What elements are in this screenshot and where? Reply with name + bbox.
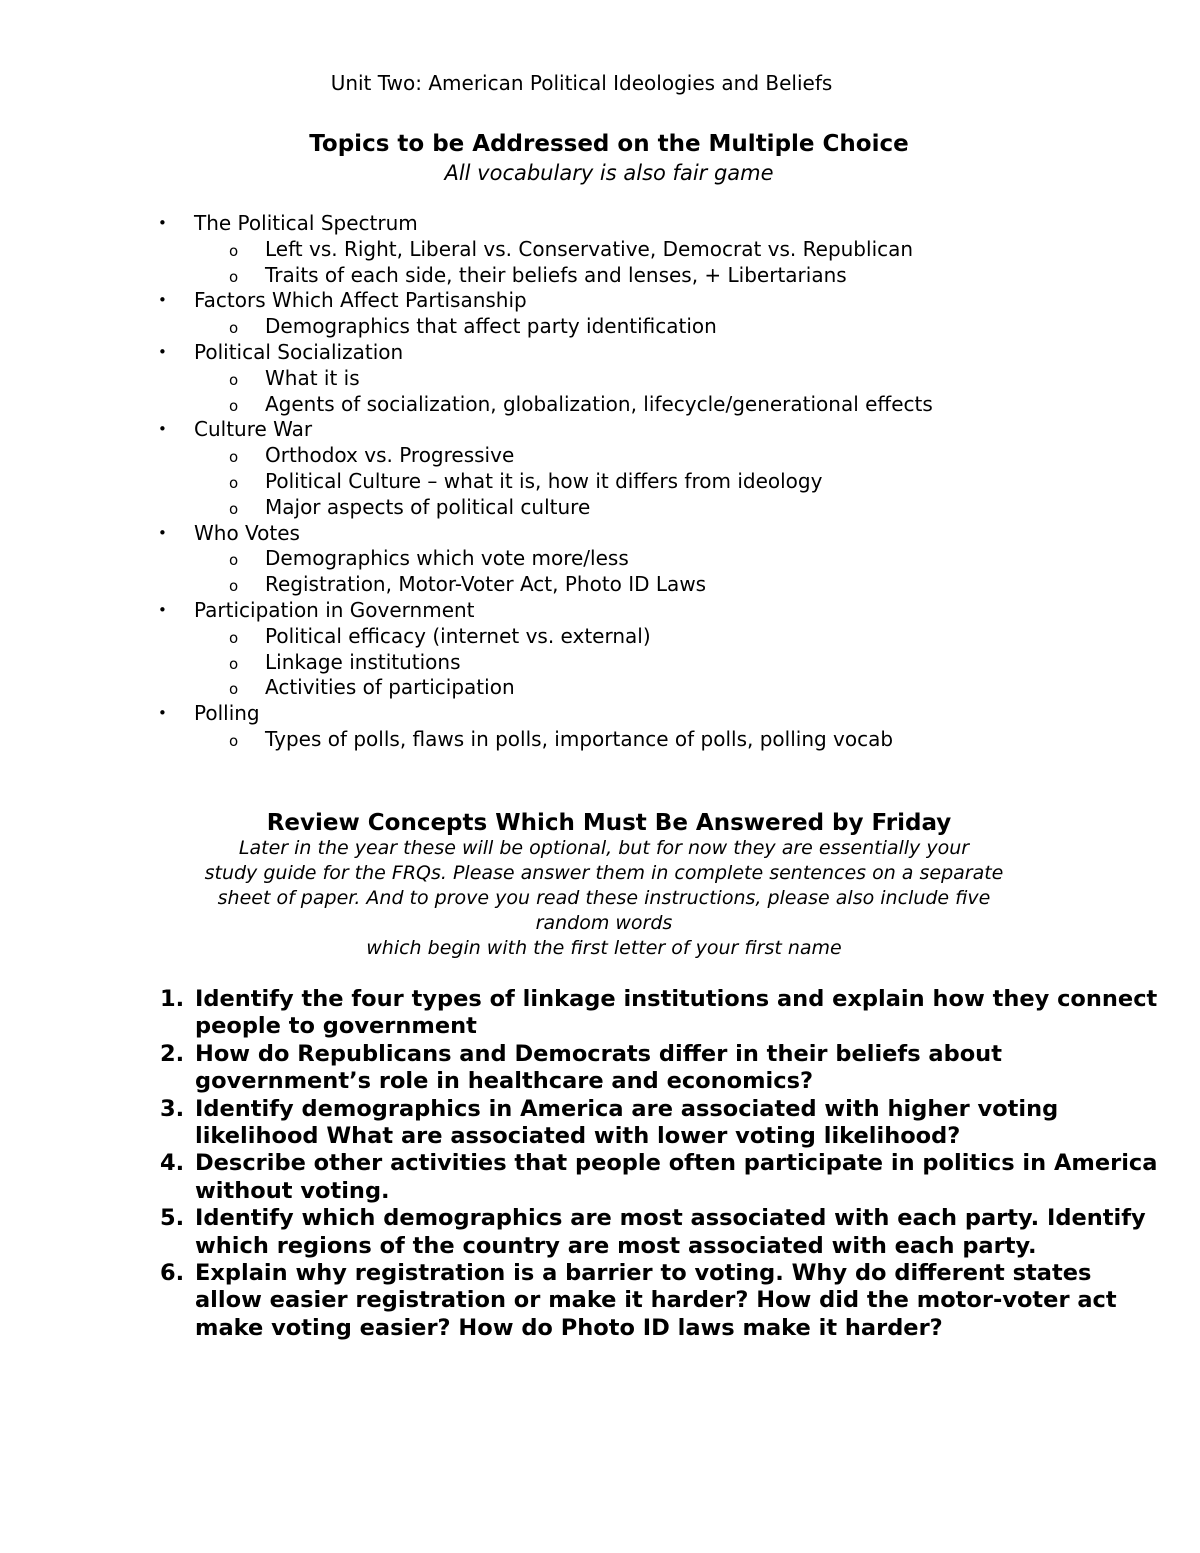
instruction-line: study guide for the FRQs. Please answer them in complete sentences on a separate <box>204 862 1004 884</box>
bullet-icon: • <box>158 342 167 361</box>
instruction-line: Later in the year these will be optional, but for now they are essentially your <box>238 837 970 859</box>
subtopic-label: Registration, Motor-Voter Act, Photo ID Laws <box>265 572 707 597</box>
subtopic-label: Types of polls, flaws in polls, importance of polls, polling vocab <box>265 726 894 751</box>
question-number: 2. <box>160 1040 185 1067</box>
subtopic-label: Demographics that affect party identification <box>265 314 717 339</box>
subtopic-label: Linkage institutions <box>265 649 461 674</box>
circle-bullet-icon: o <box>229 396 239 415</box>
bullet-icon: • <box>158 420 167 439</box>
question-item <box>0 1096 1200 1123</box>
topic-label: Culture War <box>194 417 313 442</box>
question-text: likelihood What are associated with lower voting likelihood? <box>195 1122 961 1149</box>
question-item <box>0 1150 1200 1177</box>
question-text: without voting. <box>195 1177 390 1204</box>
bullet-icon: • <box>158 291 167 310</box>
question-text: Identify demographics in America are associated with higher voting <box>195 1095 1059 1122</box>
circle-bullet-icon: o <box>229 499 239 518</box>
circle-bullet-icon: o <box>229 654 239 673</box>
question-text: Explain why registration is a barrier to voting. Why do different states <box>195 1259 1092 1286</box>
topic-item <box>0 288 1200 314</box>
question-item <box>0 1260 1200 1287</box>
topics-list <box>0 211 1200 753</box>
subtopic-item <box>0 727 1200 753</box>
subtopic-label: What it is <box>265 365 360 390</box>
subtopic-item <box>0 469 1200 495</box>
question-continuation <box>0 1287 1200 1314</box>
review-instructions <box>0 836 1200 961</box>
bullet-icon: • <box>158 523 167 542</box>
subtopic-item <box>0 443 1200 469</box>
topic-item <box>0 521 1200 547</box>
question-text: How do Republicans and Democrats differ in their beliefs about <box>195 1040 1002 1067</box>
topics-heading: Topics to be Addressed on the Multiple Choice <box>309 131 909 157</box>
subtopic-label: Political Culture – what it is, how it differs from ideology <box>265 468 823 493</box>
subtopic-label: Major aspects of political culture <box>265 494 591 519</box>
question-text: Identify the four types of linkage institutions and explain how they connect <box>195 986 1158 1012</box>
question-continuation <box>0 1315 1200 1342</box>
question-text: people to government <box>195 1013 477 1040</box>
circle-bullet-icon: o <box>229 267 239 286</box>
question-number: 5. <box>160 1205 185 1232</box>
bullet-icon: • <box>158 214 167 232</box>
subtopic-item <box>0 675 1200 701</box>
circle-bullet-icon: o <box>229 319 239 338</box>
question-number: 6. <box>160 1259 185 1286</box>
question-item <box>0 1041 1200 1068</box>
topic-item <box>0 340 1200 366</box>
subtopic-item <box>0 366 1200 392</box>
circle-bullet-icon: o <box>229 370 239 389</box>
circle-bullet-icon: o <box>229 731 239 750</box>
subtopic-label: Demographics which vote more/less <box>265 546 629 571</box>
subtopic-label: Agents of socialization, globalization, lifecycle/generational effects <box>265 391 933 416</box>
subtopic-item <box>0 495 1200 521</box>
topic-label: Who Votes <box>194 520 300 545</box>
topic-label: Participation in Government <box>194 597 475 622</box>
topic-item <box>0 211 1200 237</box>
bullet-icon: • <box>158 704 167 723</box>
circle-bullet-icon: o <box>229 241 239 260</box>
subtopic-item <box>0 546 1200 572</box>
topics-subtitle: All vocabulary is also fair game <box>444 161 774 185</box>
subtopic-label: Traits of each side, their beliefs and lenses, + Libertarians <box>265 262 847 287</box>
subtopic-item <box>0 263 1200 289</box>
circle-bullet-icon: o <box>229 473 239 492</box>
instruction-line: which begin with the first letter of your first name <box>366 937 842 959</box>
circle-bullet-icon: o <box>229 448 239 467</box>
circle-bullet-icon: o <box>229 577 239 596</box>
question-text: which regions of the country are most associated with each party. <box>195 1232 1037 1259</box>
subtopic-item <box>0 314 1200 340</box>
question-continuation <box>0 1013 1200 1040</box>
question-text: Describe other activities that people often participate in politics in America <box>195 1150 1158 1177</box>
subtopic-item <box>0 237 1200 263</box>
question-item <box>0 986 1200 1013</box>
subtopic-item <box>0 624 1200 650</box>
circle-bullet-icon: o <box>229 628 239 647</box>
topic-item <box>0 417 1200 443</box>
review-questions-list <box>0 986 1200 1342</box>
subtopic-item <box>0 572 1200 598</box>
subtopic-label: Activities of participation <box>265 675 515 700</box>
topic-item <box>0 701 1200 727</box>
instruction-line: random words <box>535 912 673 934</box>
subtopic-label: Orthodox vs. Progressive <box>265 443 515 468</box>
question-continuation <box>0 1068 1200 1095</box>
question-text: Identify which demographics are most associated with each party. Identify <box>195 1205 1146 1232</box>
topic-label: Political Socialization <box>194 339 404 364</box>
subtopic-item <box>0 392 1200 418</box>
subtopic-label: Left vs. Right, Liberal vs. Conservative, Democrat vs. Republican <box>265 236 914 261</box>
circle-bullet-icon: o <box>229 680 239 699</box>
question-text: allow easier registration or make it harder? How did the motor-voter act <box>195 1287 1117 1314</box>
instruction-line: sheet of paper. And to prove you read these instructions, please also include five <box>217 887 991 909</box>
question-number: 4. <box>160 1150 185 1177</box>
subtopic-item <box>0 650 1200 676</box>
topic-label: Polling <box>194 701 260 726</box>
question-number: 3. <box>160 1095 185 1122</box>
topic-label: Factors Which Affect Partisanship <box>194 288 527 313</box>
unit-title: Unit Two: American Political Ideologies and Beliefs <box>330 71 833 95</box>
question-text: make voting easier? How do Photo ID laws make it harder? <box>195 1314 943 1341</box>
question-continuation <box>0 1178 1200 1205</box>
topic-label: The Political Spectrum <box>194 211 418 235</box>
question-item <box>0 1205 1200 1232</box>
question-number: 1. <box>160 986 185 1012</box>
review-heading: Review Concepts Which Must Be Answered by Friday <box>266 810 952 836</box>
bullet-icon: • <box>158 600 167 619</box>
circle-bullet-icon: o <box>229 551 239 570</box>
subtopic-label: Political efficacy (internet vs. external) <box>265 623 651 648</box>
question-text: government’s role in healthcare and economics? <box>195 1068 814 1095</box>
topic-item <box>0 598 1200 624</box>
question-continuation <box>0 1233 1200 1260</box>
question-continuation <box>0 1123 1200 1150</box>
